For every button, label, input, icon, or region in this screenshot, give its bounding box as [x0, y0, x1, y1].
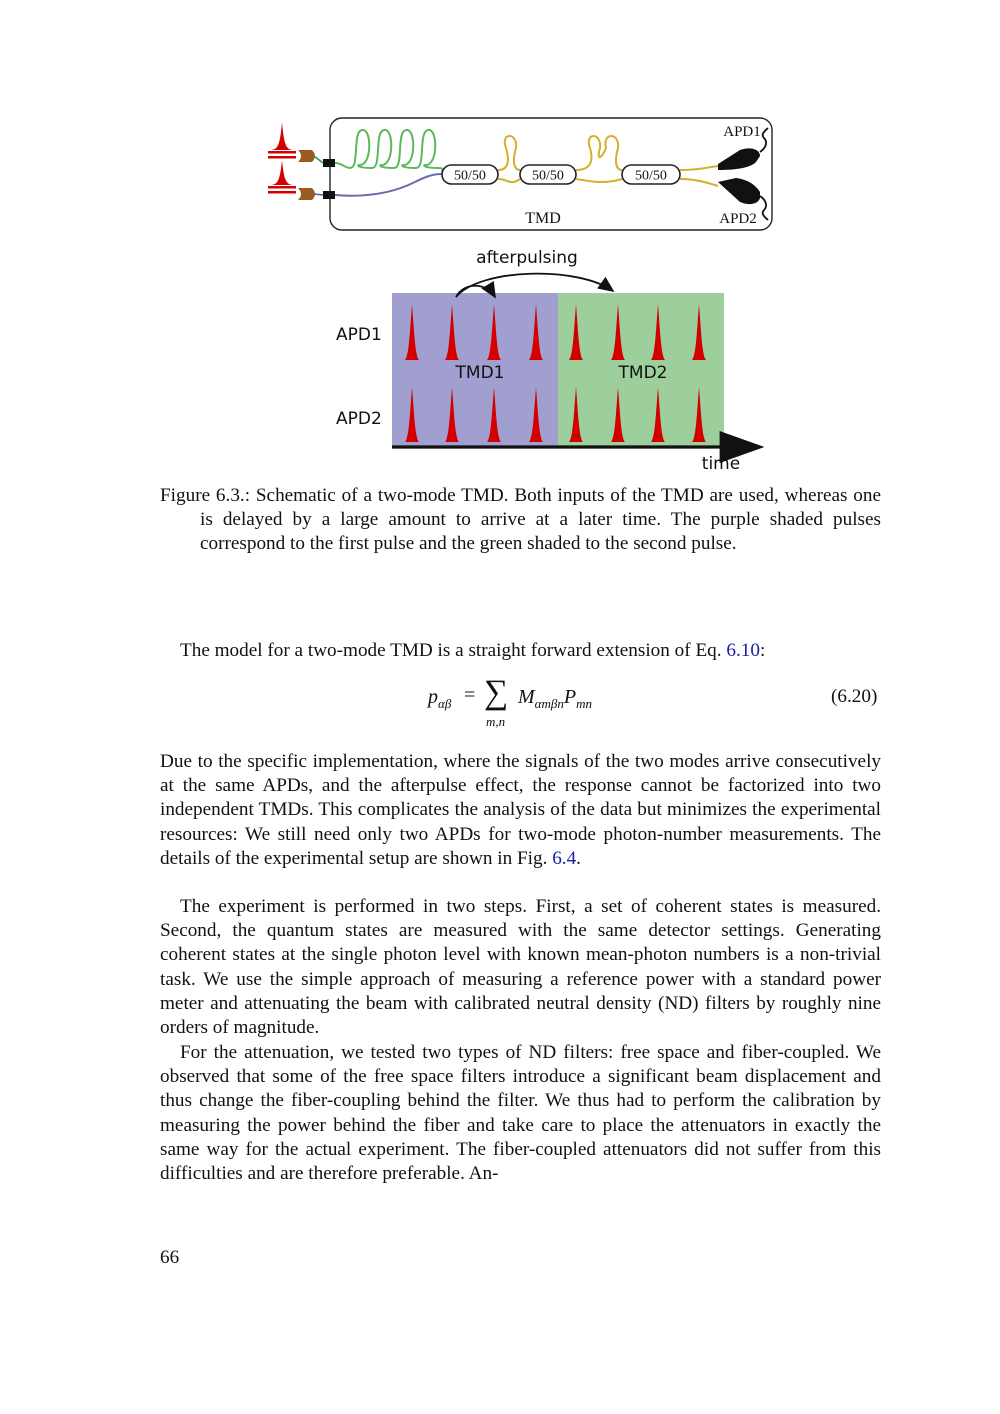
time-axis-label: time	[701, 454, 741, 474]
coupler-top	[298, 150, 315, 162]
paragraph-1	[160, 750, 881, 871]
paragraph-2	[160, 895, 881, 1040]
fiber-to-apd1	[680, 166, 718, 170]
input-pulse-bottom	[268, 160, 296, 194]
eq-ref-link[interactable]: 6.10	[726, 640, 760, 661]
splitter-2-label: 50/50	[532, 168, 564, 184]
delay-fiber-loop	[335, 130, 443, 172]
splitter-3-label: 50/50	[635, 168, 667, 184]
coupler-bottom	[298, 188, 315, 200]
figure-caption-text: Figure 6.3.: Schematic of a two-mode TMD. Both inputs of the TMD are used, whereas one is delayed by a large amount to arrive at a later time. The purple shaded pulses correspond to the first pulse and the green shaded to the second pulse.	[160, 485, 881, 555]
intro-colon: :	[759, 640, 766, 661]
connector-top	[323, 159, 335, 167]
fiber-s1-s2-bottom	[498, 179, 520, 182]
paragraph-3	[160, 1041, 881, 1186]
eq-rhs: $M_{\alpha m\beta n}P_{mn}$	[518, 686, 592, 711]
paragraph-1-text: Due to the specific implementation, where the signals of the two modes arrive consecutively at the same APDs, and the afterpulse effect, the response cannot be factorized into two independent TMDs. This complicates the analysis of the data but minimizes the experimental resources: We still need only two APDs for two-mode photon-number measurements. The details of the experimental setup are shown in Fig.	[160, 751, 881, 869]
paragraph-1-end: .	[576, 847, 581, 869]
intro-paragraph	[160, 639, 881, 663]
fiber-s2-s3-top	[576, 136, 622, 170]
splitter-1-label: 50/50	[454, 168, 486, 184]
intro-text: The model for a two-mode TMD is a straight forward extension of Eq.	[180, 640, 722, 661]
figure-caption	[160, 484, 881, 557]
fiber-to-apd2	[680, 179, 718, 186]
tmd-box-label: TMD	[525, 210, 561, 227]
short-fiber	[335, 174, 442, 196]
apd2-detector	[718, 178, 760, 204]
input-pulse-top	[268, 122, 296, 159]
timing-diagram	[330, 242, 770, 478]
eq-equals: =	[464, 684, 476, 706]
eq-sum-symbol: ∑	[484, 674, 509, 711]
fiber-s2-s3-bottom	[576, 179, 622, 182]
paragraph-3-text: For the attenuation, we tested two types of ND filters: free space and fiber-coupled. We observed that some of the free space filters introduce a significant beam displacement and thus change the fiber-coupling behind the filter. We thus had to perform the calibration by measuring the power behind the fiber and take care to place the attenuators in exactly the same way for the actual experiment. The fiber-coupled attenuators did not suffer from this difficulties and are therefore preferable. An-	[160, 1042, 881, 1185]
row-label-apd2: APD2	[336, 409, 382, 429]
apd1-label: APD1	[723, 124, 761, 140]
page-number: 66	[160, 1247, 180, 1268]
tmd2-label: TMD2	[618, 363, 668, 383]
equation-number: (6.20)	[831, 686, 878, 707]
eq-sum-index: m,n	[486, 714, 506, 729]
row-label-apd1: APD1	[336, 325, 382, 345]
eq-lhs: $p_{\alpha\beta}$	[428, 686, 452, 711]
apd1-detector	[718, 148, 760, 170]
afterpulsing-label: afterpulsing	[476, 248, 578, 268]
tmd-schematic	[260, 110, 790, 240]
paragraph-2-text: The experiment is performed in two steps. First, a set of coherent states is measured. Second, the quantum states are measured with the same detector settings. Generating coherent states at the single photon level with known mean-photon numbers is a non-trivial task. We use the simple approach of measuring a reference power with a standard power meter and attenuating the beam with calibrated neutral density (ND) filters by roughly nine orders of magnitude.	[160, 896, 881, 1039]
tmd1-label: TMD1	[455, 363, 505, 383]
fig-ref-link[interactable]: 6.4	[552, 847, 577, 869]
apd2-label: APD2	[719, 211, 757, 227]
fiber-s1-s2-top	[498, 136, 520, 170]
equation	[428, 674, 628, 732]
connector-bottom	[323, 191, 335, 199]
